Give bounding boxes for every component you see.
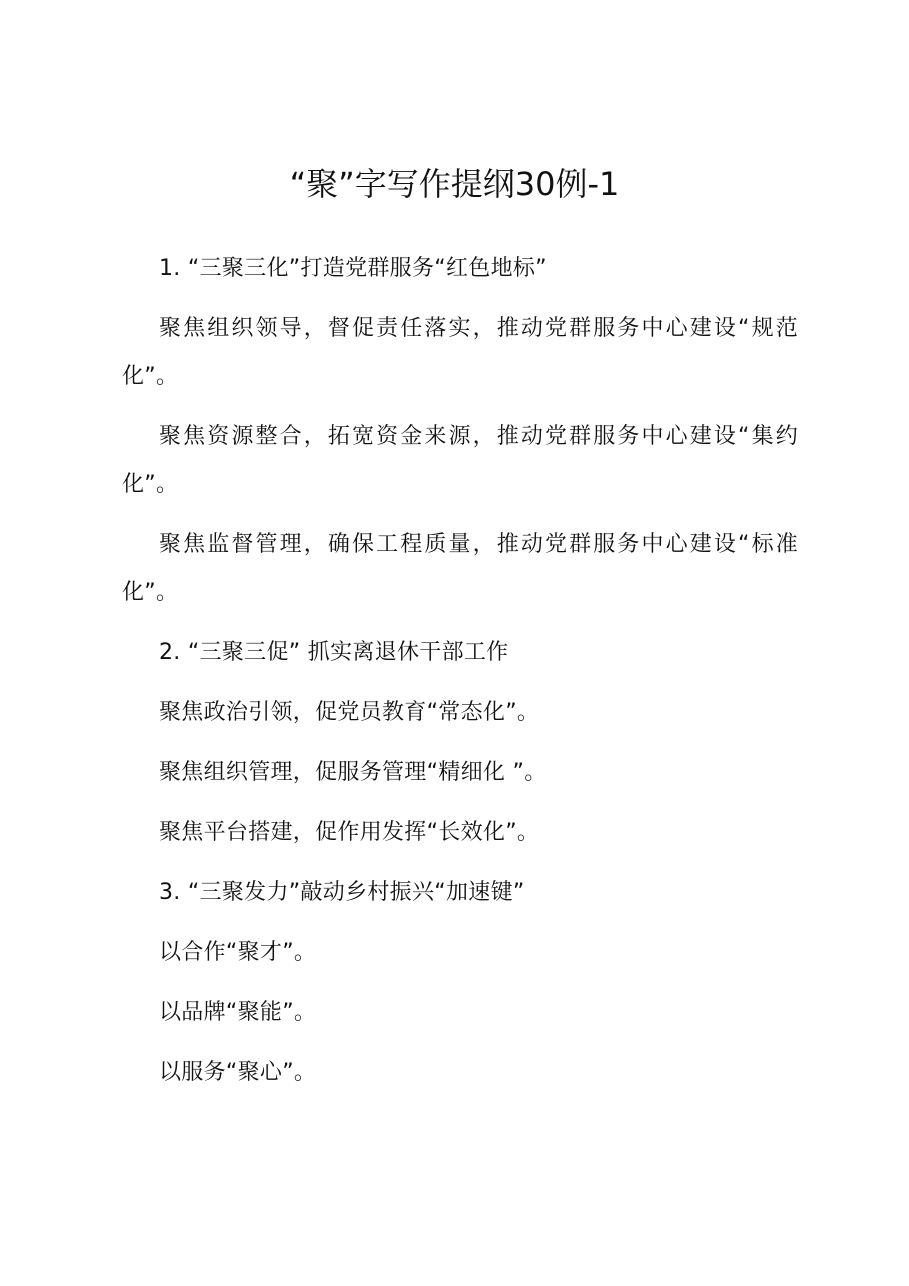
paragraph: 以品牌“聚能”。 [159, 1000, 317, 1025]
document-body [122, 245, 798, 1109]
paragraph: 以合作“聚才”。 [159, 940, 317, 965]
paragraph: 聚焦监督管理，确保工程质量，推动党群服务中心建设“标准化”。 [122, 532, 798, 605]
document-title: “聚”字写作提纲30例-1 [289, 165, 620, 203]
paragraph: 聚焦平台搭建，促作用发挥“长效化”。 [159, 820, 540, 845]
paragraph: 以服务“聚心”。 [159, 1060, 317, 1085]
paragraph: 聚焦资源整合，拓宽资金来源，推动党群服务中心建设“集约化”。 [122, 424, 798, 497]
paragraph: 聚焦组织领导，督促责任落实，推动党群服务中心建设“规范化”。 [122, 316, 798, 389]
paragraph-section-1-heading: 1. “三聚三化”打造党群服务“红色地标” [159, 256, 547, 281]
paragraph: 聚焦组织管理，促服务管理“精细化 ”。 [159, 760, 547, 785]
paragraph-section-2-heading: 2. “三聚三促” 抓实离退休干部工作 [159, 640, 509, 665]
paragraph-section-3-heading: 3. “三聚发力”敲动乡村振兴“加速键” [159, 880, 525, 905]
paragraph: 聚焦政治引领，促党员教育“常态化”。 [159, 700, 540, 725]
